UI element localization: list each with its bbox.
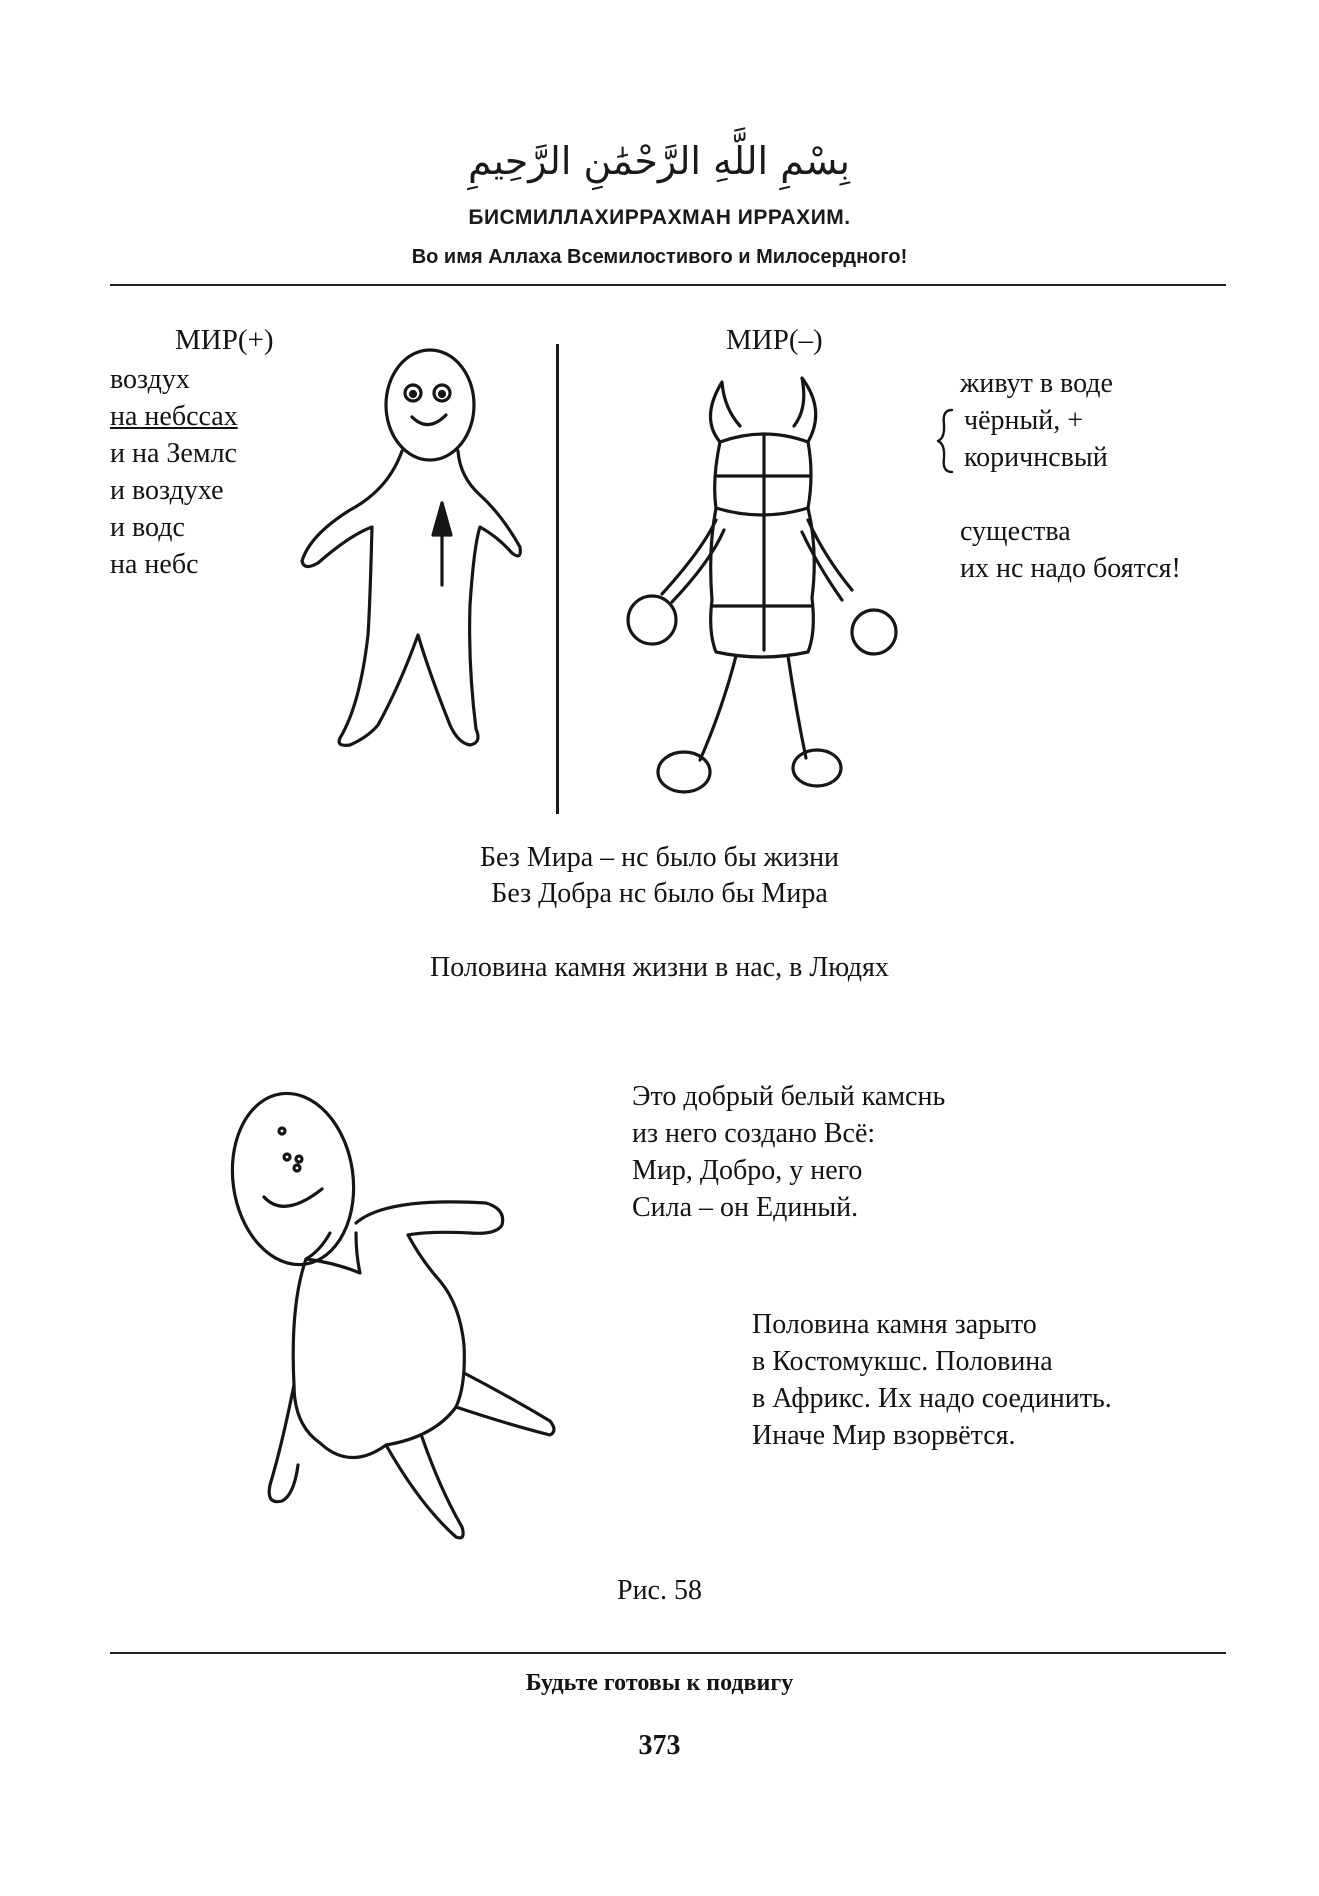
- right-line: их нс надо боятся!: [960, 553, 1181, 584]
- stone-halves-paragraph: [752, 1306, 1112, 1454]
- page-number: 373: [638, 1730, 681, 1761]
- paragraph-line: в Африкс. Их надо соединить.: [752, 1383, 1112, 1414]
- vertical-divider: [556, 344, 559, 814]
- white-stone-figure-drawing: [210, 1085, 550, 1545]
- middle-line-1: Без Мира – нс было бы жизни: [479, 842, 840, 873]
- running-title: Будьте готовы к подвигу: [525, 1670, 794, 1696]
- left-line: на нeбс: [110, 549, 199, 580]
- left-heading: МИР(+): [175, 324, 274, 356]
- basmala-text: بِسْمِ اللَّهِ الرَّحْمَٰنِ الرَّحِيمِ: [468, 139, 850, 183]
- good-figure-drawing: [290, 345, 540, 765]
- paragraph-line: Мир, Добро, у нeго: [632, 1155, 863, 1186]
- paragraph-line: из нeго создано Всё:: [632, 1118, 876, 1149]
- page-subtitle: Во имя Аллаха Всемилостивого и Милосердного!: [411, 246, 908, 268]
- page-title: БИСМИЛЛАХИРРАХМАН ИРРАХИМ.: [468, 206, 851, 229]
- paragraph-line: Половина камня зарыто: [752, 1309, 1037, 1340]
- paragraph-line: Иначe Мир взорвётся.: [752, 1420, 1016, 1451]
- white-stone-paragraph: [632, 1078, 945, 1226]
- left-text-block: [110, 361, 238, 583]
- header-divider: [110, 284, 1226, 286]
- paragraph-line: Сила – он Единый.: [632, 1192, 859, 1223]
- footer-divider: [110, 1652, 1226, 1654]
- basmala-calligraphy: [0, 118, 1319, 198]
- dark-figure-drawing: [612, 370, 912, 810]
- left-line: воздух: [110, 364, 190, 395]
- left-line: на нeбссах: [110, 401, 238, 432]
- curly-brace: [936, 408, 956, 474]
- right-text-block: [960, 365, 1113, 476]
- right-heading: МИР(–): [726, 324, 823, 356]
- middle-line-3: Половина камня жизни в нас, в Людях: [430, 952, 889, 983]
- left-line: и водc: [110, 512, 185, 543]
- paragraph-line: Это добрый белый камснь: [632, 1081, 946, 1112]
- right-line: живут в водe: [960, 368, 1113, 399]
- left-line: и воздухе: [110, 475, 224, 506]
- paragraph-line: в Костомукшс. Половина: [752, 1346, 1053, 1377]
- left-line: и на Землc: [110, 438, 237, 469]
- middle-line-2: Без Добра нс было бы Мира: [491, 878, 828, 909]
- figure-caption: Рис. 58: [617, 1575, 702, 1606]
- right-line: коричнсвый: [964, 442, 1108, 473]
- right-text-block-2: [960, 513, 1181, 587]
- right-line: чёрный, +: [964, 405, 1084, 436]
- right-line: существа: [960, 516, 1071, 547]
